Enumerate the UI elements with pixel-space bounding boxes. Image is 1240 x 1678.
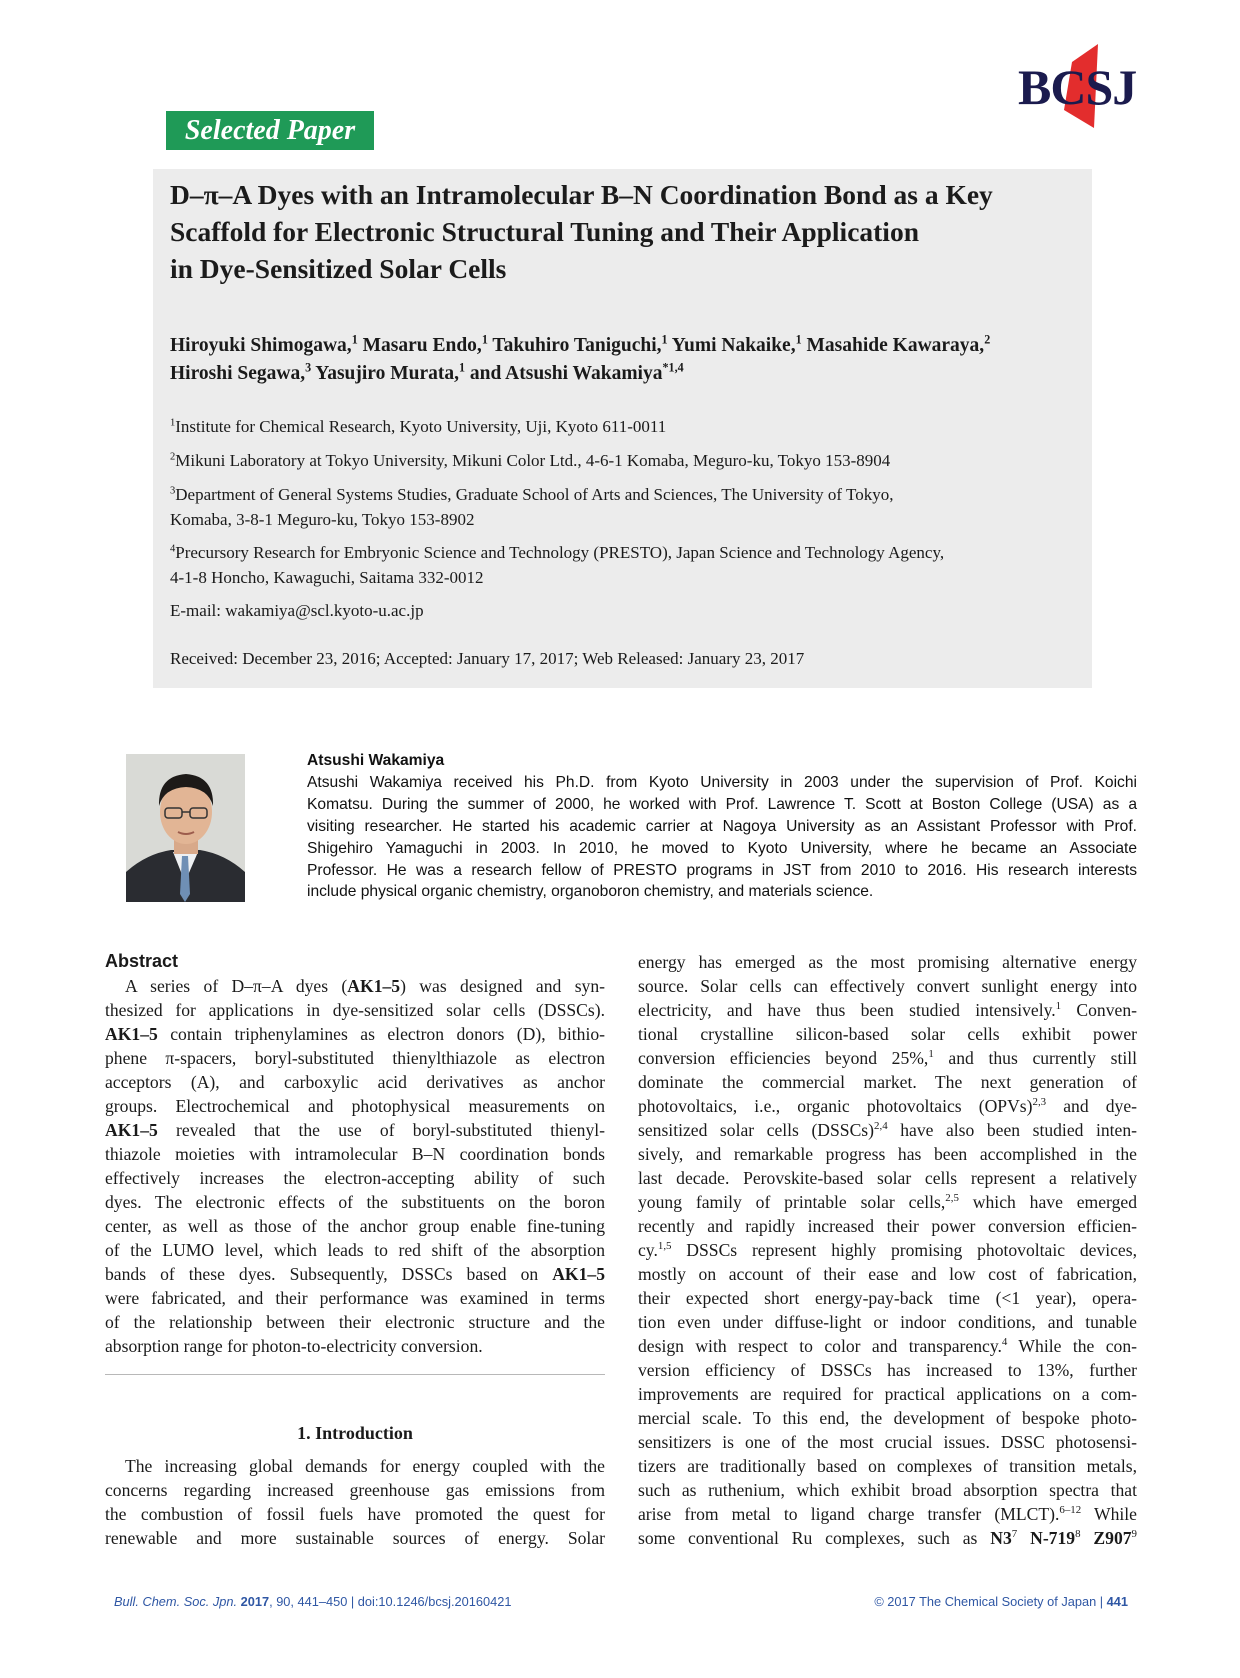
abstract-text: A series of D–π–A dyes (AK1–5) was designed and syn- thesized for applications in dye-sensitized solar cells (DSSCs). AK1–5 contain triphenylamines as electron donors (D), bithio- phene π-spacers, boryl-substituted thienylthiazole as electron acceptors (A), and carboxylic acid derivatives as anchor groups. Electrochemical and photophysical measurements on AK1–5 revealed that the use of boryl-substituted thienyl- thiazole moieties with intramolecular B–N coordination bonds effectively increases the electron-accepting ability of such dyes. The electronic effects of the substituents on the boron center, as well as those of the anchor group enable fine-tuning of the LUMO level, which leads to red shift of the absorption bands of these dyes. Subsequently, DSSCs based on AK1–5 were fabricated, and their performance was examined in terms of the relationship between their electronic structure and the absorption range for photon-to-electricity conversion. (105, 976, 605, 1356)
copyright-footer: © 2017 The Chemical Society of Japan | 441 (874, 1594, 1128, 1609)
citation-footer: Bull. Chem. Soc. Jpn. 2017, 90, 441–450 | doi:10.1246/bcsj.20160421 (114, 1594, 512, 1609)
received-dates: Received: December 23, 2016; Accepted: January 17, 2017; Web Released: January 23, 2017 (170, 649, 805, 668)
page-number: 441 (1106, 1594, 1128, 1609)
bio-line: Komatsu. During the summer of 2000, he worked with Prof. Lawrence T. Scott at Boston College (USA) as a (307, 795, 1137, 813)
bio-line: Shigehiro Yamaguchi in 2003. In 2010, he moved to Kyoto University, where he became an Associate (307, 839, 1137, 857)
affiliation-3: $^3$Department of General Systems Studies, Graduate School of Arts and Sciences, The University of Tokyo, Komaba, 3-8-1 Meguro-ku, Tokyo 153-8902 (170, 485, 894, 529)
author-photo (126, 754, 245, 902)
bio-line: Professor. He was a research fellow of PRESTO programs in JST from 2010 to 2016. His research interests (307, 861, 1137, 879)
introduction-heading: 1. Introduction (297, 1423, 413, 1443)
author-list (170, 332, 1080, 388)
author-line: Hiroshi Segawa,$^3$ Yasujiro Murata,$^1$ and Atsushi Wakamiya$^{*1,4}$ (170, 360, 684, 384)
affiliation-4: $^4$Precursory Research for Embryonic Science and Technology (PRESTO), Japan Science and Technology Agency, 4-1-8 Honcho, Kawaguchi, Saitama 332-0012 (170, 543, 945, 587)
author-line: Hiroyuki Shimogawa,$^1$ Masaru Endo,$^1$ Takuhiro Taniguchi,$^1$ Yumi Nakaike,$^1$ Masahide Kawaraya,$^2$ (170, 332, 991, 356)
section-divider (105, 1374, 605, 1375)
email-line: E-mail: wakamiya@scl.kyoto-u.ac.jp (170, 601, 424, 620)
introduction-text-continued: energy has emerged as the most promising alternative energy source. Solar cells can effectively convert sunlight energy into electricity, and have thus been studied intensively.$^1$ Conven- tional crystalline silicon-based solar cells exhibit power conversion efficiencies beyond 25%,$^1$ and thus currently still dominate the commercial market. The next generation of photovoltaics, i.e., organic photovoltaics (OPVs)$^{2,3}$ and dye- sensitized solar cells (DSSCs)$^{2,4}$ have also been studied inten- sively, and remarkable progress has been accomplished in the last decade. Perovskite-based solar cells represent a relatively young family of printable solar cells,$^{2,5}$ which have emerged recently and rapidly increased their power conversion efficien- cy.$^{1,5}$ DSSCs represent highly promising photovoltaic devices, mostly on account of their ease and low cost of fabrication, their expected short energy-pay-back time (<1 year), opera- tion even under diffuse-light or indoor conditions, and tunable design with respect to color and transparency.$^4$ While the con- version efficiency of DSSCs has increased to 13%, further improvements are required for practical applications on a com- mercial scale. To this end, the development of bespoke photo- sensitizers is one of the most crucial issues. DSSC photosensi- tizers are traditionally based on complexes of transition metals, such as ruthenium, which exhibit broad absorption spectra that arise from metal to ligand charge transfer (MLCT).$^{6-12}$ While some conventional Ru complexes, such as $N3^7$ $N-719^8$ $Z907^9$ (638, 952, 1138, 1548)
introduction-text: The increasing global demands for energy coupled with the concerns regarding increased greenhouse gas emissions from the combustion of fossil fuels have promoted the quest for renewable and more sustainable sources of energy. Solar (105, 1456, 605, 1548)
title-line: Scaffold for Electronic Structural Tuning and Their Application (170, 216, 919, 247)
bio-line: Atsushi Wakamiya received his Ph.D. from Kyoto University in 2003 under the supervision of Prof. Koichi (307, 773, 1137, 791)
title-line: D–π–A Dyes with an Intramolecular B–N Coordination Bond as a Key (170, 179, 993, 210)
section-tag: Selected Paper (166, 111, 374, 150)
logo-text: BCSJ (1018, 59, 1137, 115)
affiliation-2: $^2$Mikuni Laboratory at Tokyo University, Mikuni Color Ltd., 4-6-1 Komaba, Meguro-ku, Tokyo 153-8904 (170, 451, 891, 470)
affiliation-1: $^1$Institute for Chemical Research, Kyoto University, Uji, Kyoto 611-0011 (170, 417, 667, 436)
author-biography (307, 750, 1137, 903)
journal-logo (1018, 44, 1140, 128)
abstract-heading: Abstract (105, 951, 179, 971)
bio-line: include physical organic chemistry, organoboron chemistry, and materials science. (307, 883, 874, 901)
bio-author-name: Atsushi Wakamiya (307, 752, 445, 769)
article-title (170, 176, 1080, 287)
title-line: in Dye-Sensitized Solar Cells (170, 253, 507, 284)
author-portrait-image (126, 754, 245, 902)
bio-line: visiting researcher. He started his academic carrier at Nagoya University as an Assistant Professor with Prof. (307, 817, 1137, 835)
